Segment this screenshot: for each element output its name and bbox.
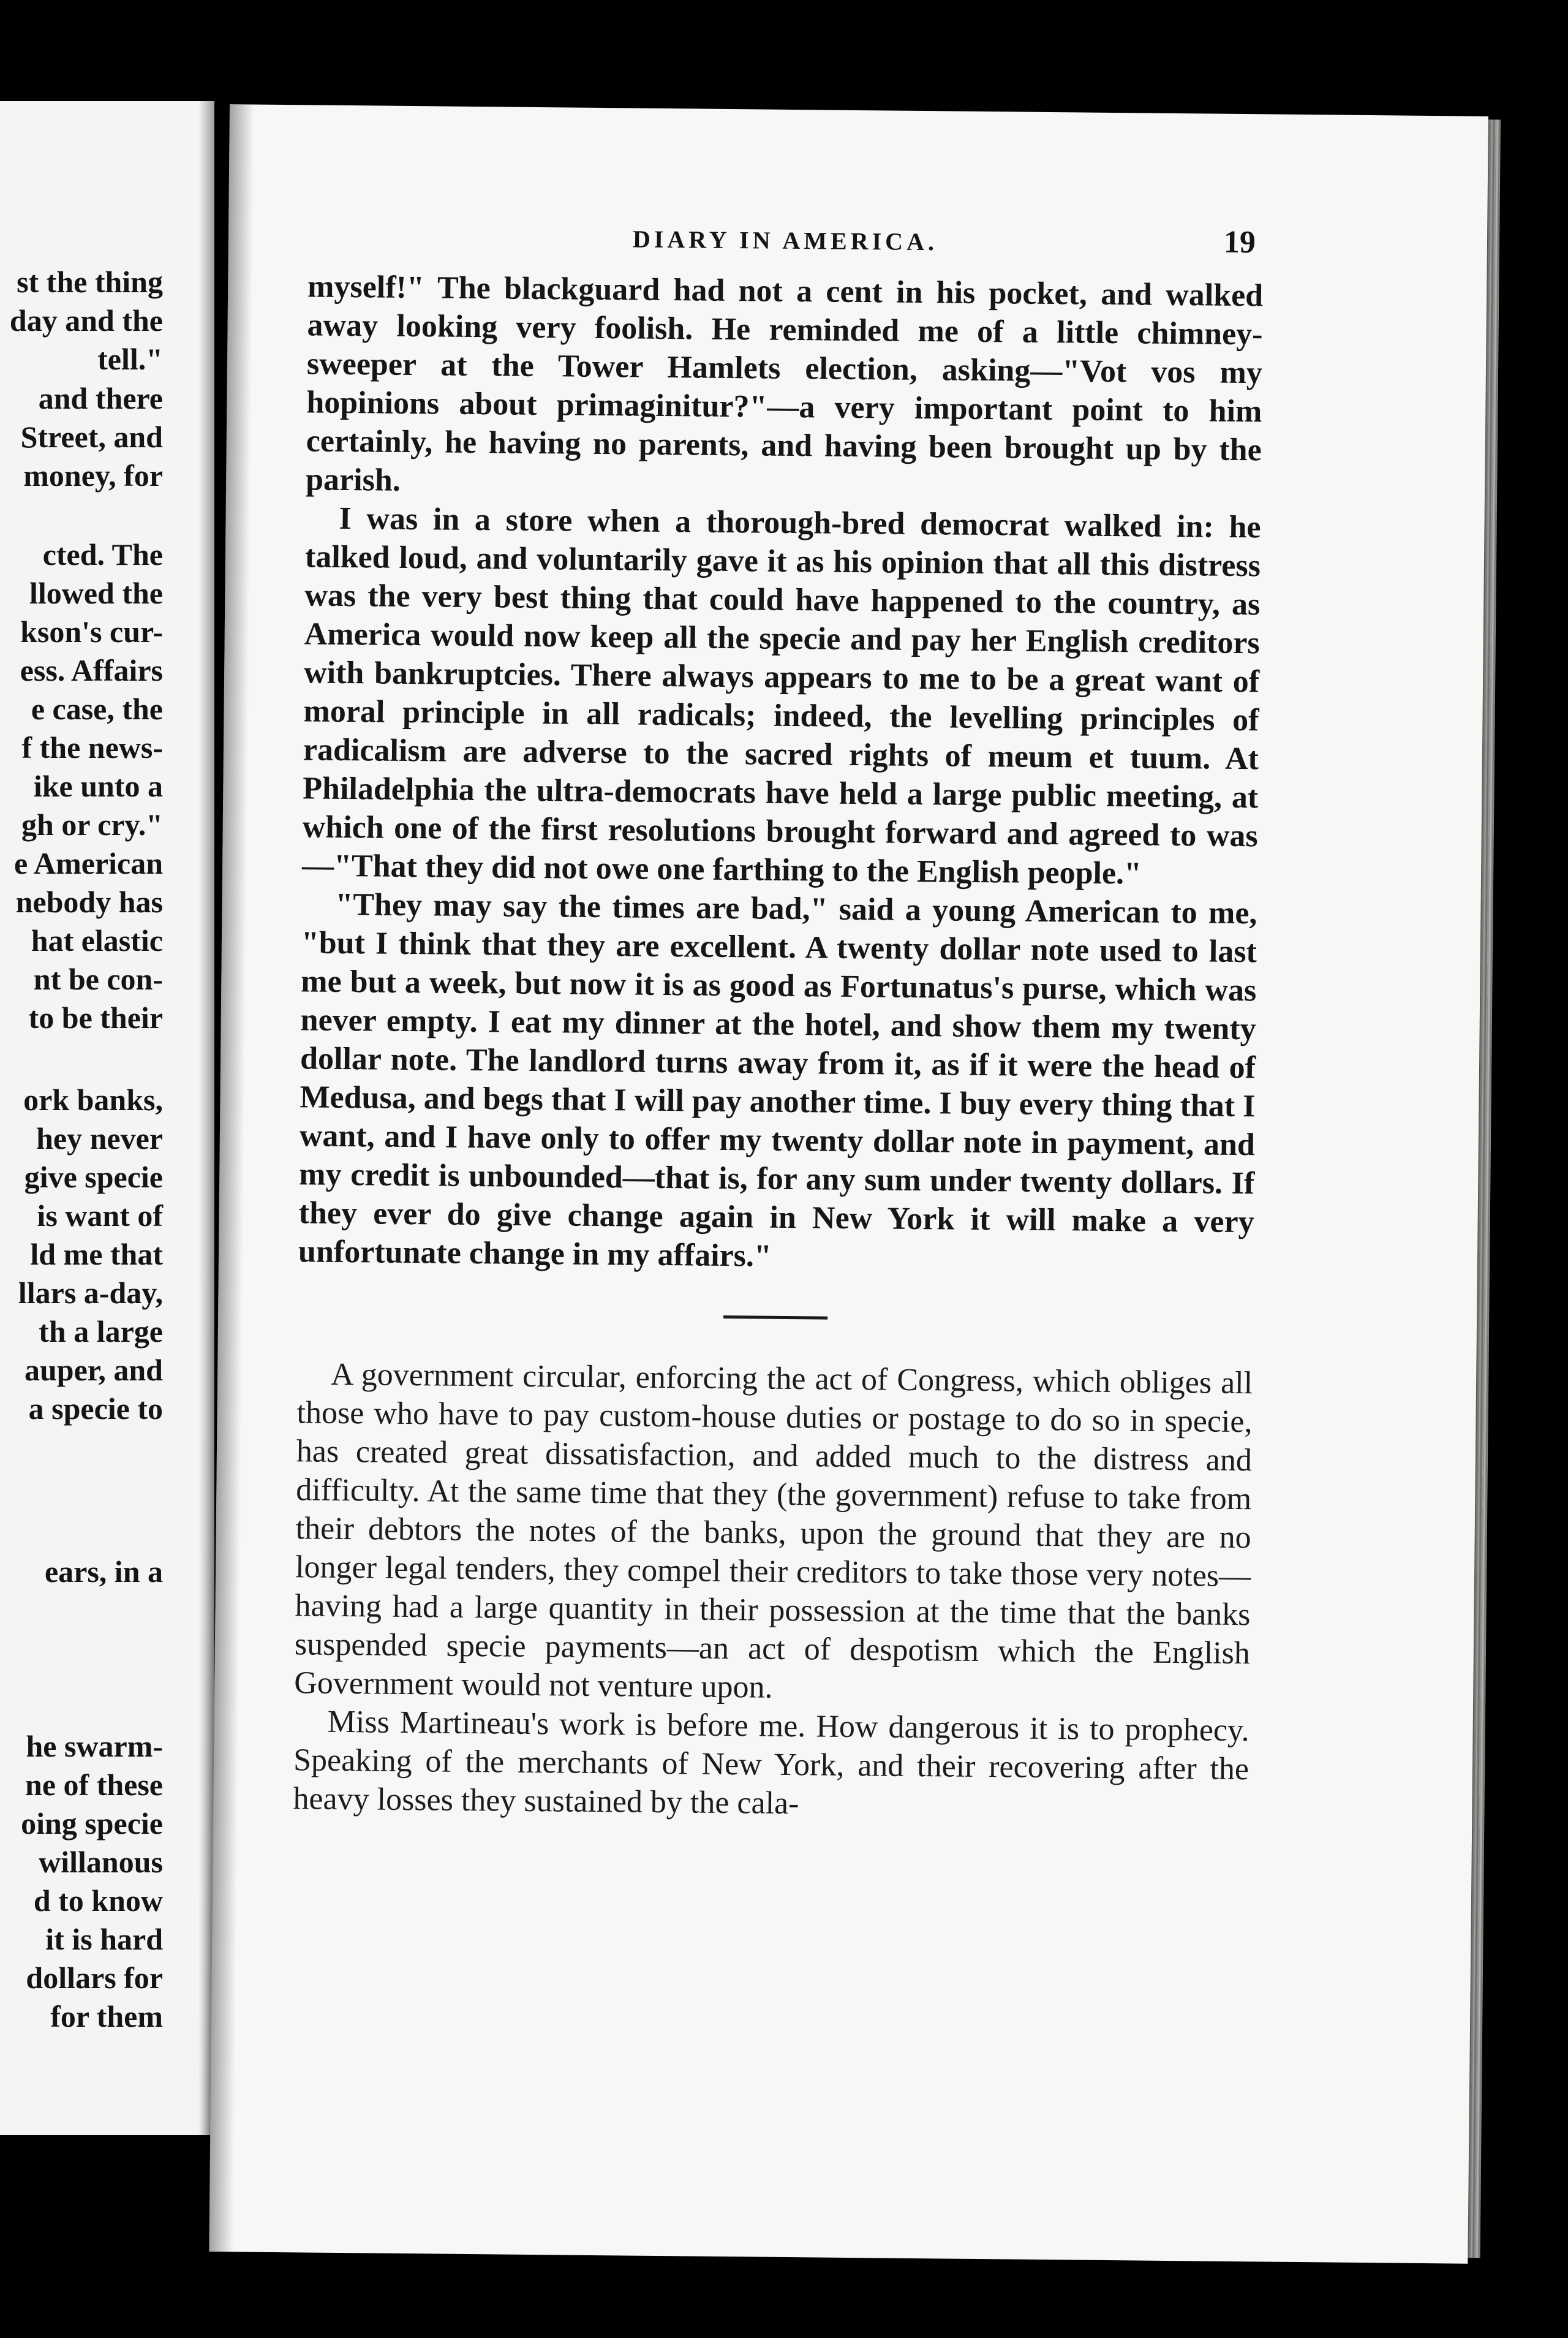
paragraph-4: A government circular, enforcing the act of Congress, which obliges all those who have to pay custom-house duties or postage to do so in specie, has created great dissatisfaction, and added much to the distress and difficulty. At the same time that they (the government) refuse to take from their debtors the notes of the banks, upon the ground that they are no longer legal tenders, they compel their creditors to take those very notes—having had a large quantity in their possession at the time that the banks suspended specie payments—an act of despotism which the English Government would not venture upon. (294, 1356, 1253, 1705)
section-divider (723, 1315, 827, 1320)
facing-page-line: willanous (39, 1845, 163, 1879)
facing-page-line: cted. The (42, 537, 163, 572)
facing-page-line: e case, the (31, 692, 163, 726)
facing-page-line: ears, in a (44, 1554, 163, 1589)
facing-page-line: ork banks, (23, 1083, 163, 1117)
facing-page-line: f the news- (21, 730, 163, 765)
facing-page-line: gh or cry." (21, 808, 163, 842)
running-head (228, 221, 1487, 260)
facing-page-line: auper, and (24, 1353, 163, 1387)
page-number: 19 (1223, 224, 1256, 260)
facing-page-line: d to know (33, 1883, 163, 1918)
facing-page-line: nebody has (15, 885, 163, 919)
facing-page-line: tell." (97, 342, 163, 376)
facing-page-line: e American (14, 846, 163, 880)
facing-page-line: ike unto a (33, 769, 163, 803)
facing-page-line: ld me that (30, 1237, 163, 1271)
paragraph-2: I was in a store when a thorough-bred democrat walked in: he talked loud, and voluntarily gave it as his opinion that all this distress was the very best thing that could have happened to the country, as America would now keep all the specie and pay her English creditors with bankruptcies. There always appears to me to be a great want of moral principle in all radicals; indeed, the levelling principles of radicalism are adverse to the sacred rights of meum et tuum. At Philadelphia the ultra-democrats have held a large public meeting, at which one of the first resolutions brought forward and agreed to was—"That they did not owe one farthing to the English people." (301, 501, 1261, 891)
gutter-shadow (198, 101, 214, 2135)
book-page (209, 104, 1488, 2264)
facing-page-line: Street, and (20, 420, 163, 454)
facing-page-line: day and the (9, 303, 163, 338)
facing-page-line: th a large (39, 1314, 163, 1349)
facing-page-line: kson's cur- (20, 615, 163, 649)
facing-page-line: oing specie (21, 1806, 163, 1841)
running-title: DIARY IN AMERICA. (632, 225, 938, 256)
facing-page-line: is want of (37, 1198, 163, 1233)
facing-page-line: for them (50, 1999, 163, 2033)
facing-page-line: dollars for (26, 1961, 163, 1995)
facing-page-line: ne of these (25, 1768, 163, 1802)
facing-page-line: llowed the (29, 576, 163, 610)
facing-page-line: nt be con- (33, 962, 163, 996)
facing-page-line: he swarm- (26, 1729, 163, 1763)
facing-page-line: give specie (24, 1160, 163, 1194)
spine-shadow (209, 104, 254, 2252)
facing-page (0, 101, 214, 2135)
facing-page-line: hat elastic (31, 923, 163, 958)
page-body (293, 267, 1263, 1827)
paragraph-1: myself!" The blackguard had not a cent in his pocket, and walked away looking very foolish. He reminded me of a little chimney-sweeper at the Tower Hamlets election, asking—"Vot vos my hopinions about primaginitur?"—a very important point to him certainly, he having no parents, and having been brought up by the parish. (305, 269, 1264, 498)
facing-page-line: and there (38, 381, 163, 415)
facing-page-line: a specie to (28, 1391, 163, 1426)
facing-page-line: to be their (28, 1001, 163, 1035)
facing-page-line: ess. Affairs (20, 653, 163, 687)
facing-page-line: it is hard (45, 1922, 163, 1956)
facing-page-line: llars a-day, (18, 1276, 163, 1310)
facing-page-line: hey never (36, 1121, 163, 1156)
paragraph-3: "They may say the times are bad," said a young American to me, "but I think that they are excellent. A twenty dollar note used to last me but a week, but now it is as good as Fortunatus's purse, which was never empty. I eat my dinner at the hotel, and show them my twenty dollar note. The landlord turns away from it, as if it were the head of Medusa, and begs that I will pay another time. I buy every thing that I want, and I have only to offer my twenty dollar note in payment, and my credit is unbounded—that is, for any sum under twenty dollars. If they ever do give change again in New York it will make a very unfortunate change in my affairs." (298, 887, 1257, 1274)
second-section (293, 1355, 1253, 1827)
paragraph-5: Miss Martineau's work is before me. How dangerous it is to prophecy. Speaking of the merchants of New York, and their recovering after the heavy losses they sustained by the cala- (293, 1704, 1250, 1822)
facing-page-line: money, for (23, 458, 163, 493)
facing-page-line: st the thing (17, 265, 163, 299)
